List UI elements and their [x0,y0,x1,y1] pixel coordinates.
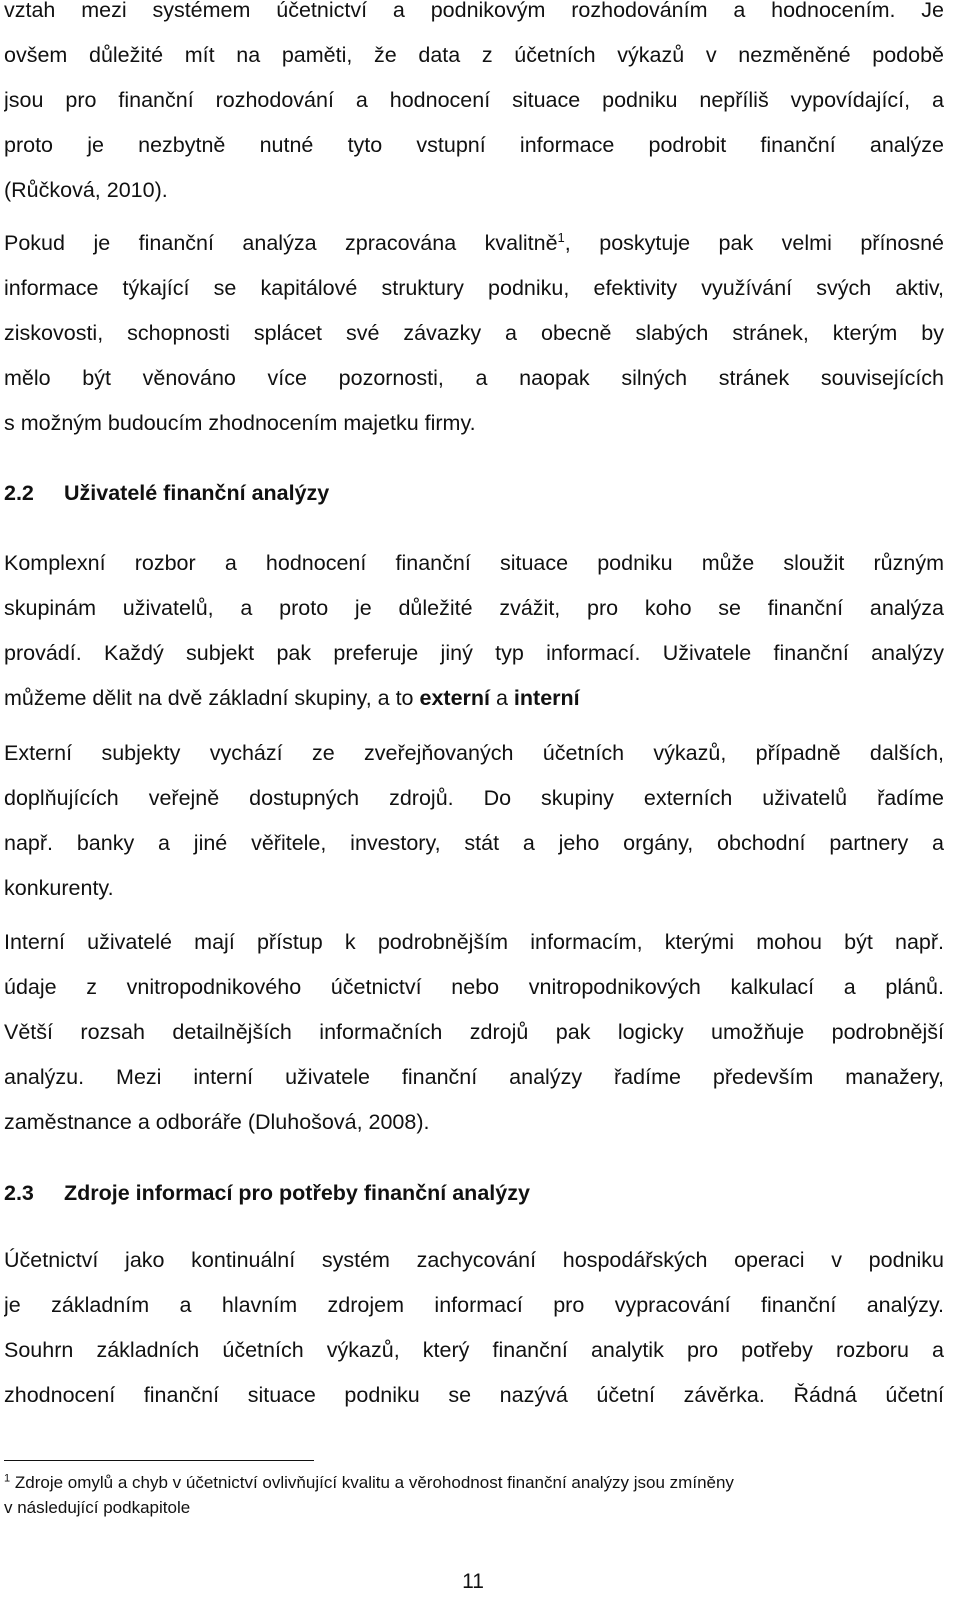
text-line: ovšem důležité mít na paměti, že data z účetních výkazů v nezměněné podobě [4,43,944,67]
text-line: provádí. Každý subjekt pak preferuje jiný typ informací. Uživatele finanční analýzy [4,641,944,665]
text-line: zaměstnance a odboráře (Dluhošová, 2008). [4,1110,430,1134]
paragraph-users [4,541,944,721]
section-title: Uživatelé finanční analýzy [64,481,330,505]
text-line: Komplexní rozbor a hodnocení finanční situace podniku může sloužit různým [4,551,944,575]
emphasis-external: externí [419,686,491,710]
text-line: s možným budoucím zhodnocením majetku firmy. [4,411,476,435]
text-run: můžeme dělit na dvě základní skupiny, a to [4,686,420,710]
text-line: skupinám uživatelů, a proto je důležité zvážit, pro koho se finanční analýza [4,596,944,620]
text-line: vztah mezi systémem účetnictví a podnikovým rozhodováním a hodnocením. Je [4,0,944,22]
text-line: Souhrn základních účetních výkazů, který finanční analytik pro potřeby rozboru a [4,1338,944,1362]
footnote-marker: 1 [4,1472,11,1485]
section-heading-2-3 [4,1171,944,1216]
text-line: je základním a hlavním zdrojem informací pro vypracování finanční analýzy. [4,1293,944,1317]
emphasis-internal: interní [513,686,580,710]
text-line: např. banky a jiné věřitele, investory, stát a jeho orgány, obchodní partnery a [4,831,944,855]
text-run: Pokud je finanční analýza zpracována kvalitně [4,231,558,255]
text-line: proto je nezbytně nutné tyto vstupní informace podrobit finanční analýze [4,133,944,157]
text-line: analýzu. Mezi interní uživatele finanční analýzy řadíme především manažery, [4,1065,944,1089]
footnote-text: Zdroje omylů a chyb v účetnictví ovlivňující kvalitu a věrohodnost finanční analýzy jsou zmíněny [14,1473,734,1492]
paragraph-external-users [4,731,944,911]
text-line: (Růčková, 2010). [4,178,168,202]
text-line: Větší rozsah detailnějších informačních zdrojů pak logicky umožňuje podrobnější [4,1020,944,1044]
text-line: údaje z vnitropodnikového účetnictví nebo vnitropodnikových kalkulací a plánů. [4,975,944,999]
text-line: mělo být věnováno více pozornosti, a naopak silných stránek souvisejících [4,366,944,390]
text-line [4,221,944,266]
paragraph-intro [4,0,944,213]
text-line: informace týkající se kapitálové struktury podniku, efektivity využívání svých aktiv, [4,276,944,300]
footnote-reference: 1 [557,229,565,245]
paragraph-internal-users [4,920,944,1145]
section-number: 2.2 [4,481,34,505]
text-line: Účetnictví jako kontinuální systém zachycování hospodářských operaci v podniku [4,1248,944,1272]
text-line: ziskovosti, schopnosti splácet své závazky a obecně slabých stránek, kterým by [4,321,944,345]
page-number: 11 [462,1570,484,1593]
section-number: 2.3 [4,1181,34,1205]
text-line: zhodnocení finanční situace podniku se nazývá účetní závěrka. Řádná účetní [4,1383,944,1407]
text-line: jsou pro finanční rozhodování a hodnocení situace podniku nepříliš vypovídající, a [4,88,944,112]
text-run: , poskytuje pak velmi přínosné [564,231,944,255]
text-line: Externí subjekty vychází ze zveřejňovaných účetních výkazů, případně dalších, [4,741,944,765]
text-line [4,676,944,721]
footnote-line: v následující podkapitole [4,1498,191,1517]
paragraph-quality [4,221,944,446]
text-line: Interní uživatelé mají přístup k podrobnějším informacím, kterými mohou být např. [4,930,944,954]
text-run: a [490,686,514,710]
section-title: Zdroje informací pro potřeby finanční analýzy [64,1181,530,1205]
paragraph-sources [4,1238,944,1418]
footnote [4,1470,944,1520]
section-heading-2-2 [4,471,944,516]
footnote-line [4,1470,944,1495]
text-line: doplňujících veřejně dostupných zdrojů. Do skupiny externích uživatelů řadíme [4,786,944,810]
footnote-separator [4,1460,314,1461]
text-line: konkurenty. [4,876,114,900]
